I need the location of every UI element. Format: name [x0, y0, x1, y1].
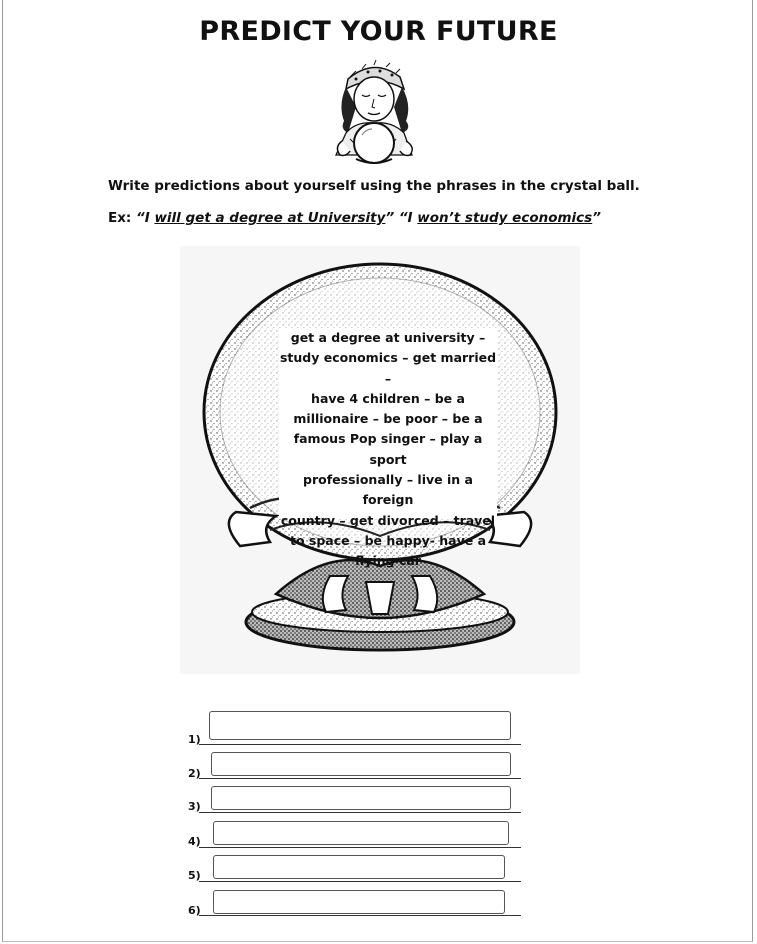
answer-row-6 — [0, 887, 757, 923]
answer-input-6[interactable] — [213, 890, 505, 914]
example-sentence — [108, 210, 601, 226]
answer-number: 2) — [188, 767, 201, 780]
answer-underline — [199, 915, 521, 916]
answer-underline — [199, 881, 521, 882]
crystal-ball-phrases — [279, 328, 497, 569]
example-quote-2: “I won’t study economics” — [394, 210, 601, 226]
answer-number: 1) — [188, 733, 201, 746]
answer-input-3[interactable] — [211, 786, 511, 810]
answer-input-1[interactable] — [209, 711, 511, 740]
answer-number: 5) — [188, 869, 201, 882]
answer-row-1 — [0, 710, 757, 746]
worksheet-title: PREDICT YOUR FUTURE — [199, 16, 558, 47]
answer-underline — [199, 847, 521, 848]
answer-input-2[interactable] — [211, 752, 511, 776]
answer-underline — [199, 812, 521, 813]
answer-row-5 — [0, 852, 757, 888]
answer-input-4[interactable] — [213, 821, 509, 845]
answer-underline — [199, 744, 521, 745]
example-quote-1: “I will get a degree at University” — [136, 210, 395, 226]
answer-number: 6) — [188, 904, 201, 917]
answer-number: 4) — [188, 835, 201, 848]
example-prefix: Ex: — [108, 210, 137, 226]
phrase-list: get a degree at university – study economics – get married – have 4 children – be a millionaire – be poor – be a famous Pop singer – play a sport professionally – live in a foreign country – get divorced – travel to space – be happy- have a flying car — [279, 330, 497, 569]
answer-row-4 — [0, 818, 757, 854]
fortune-teller-illustration — [316, 55, 434, 167]
answer-input-5[interactable] — [213, 855, 505, 879]
answer-row-3 — [0, 784, 757, 820]
answer-row-2 — [0, 750, 757, 786]
answer-number: 3) — [188, 800, 201, 813]
answer-underline — [199, 778, 521, 779]
instructions-text: Write predictions about yourself using the phrases in the crystal ball. — [108, 178, 640, 194]
